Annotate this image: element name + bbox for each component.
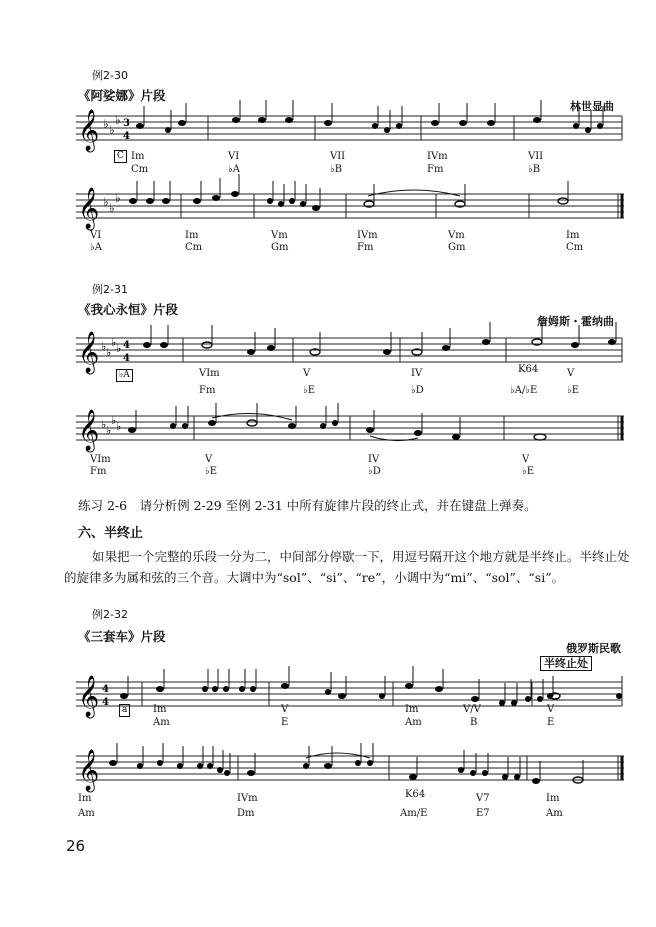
chord-name: ♭A/♭E [510, 385, 538, 396]
roman-numeral: Im [131, 151, 145, 162]
flat-icon: ♭ [101, 340, 107, 353]
roman-numeral: VII [330, 151, 346, 162]
treble-clef-icon: 𝄞 [78, 750, 100, 791]
chord-name: Fm [357, 242, 374, 253]
roman-numeral: V [281, 704, 289, 715]
key-box: ♭A [116, 369, 133, 382]
flat-icon: ♭ [109, 123, 115, 137]
piece-title: 《我心永恒》片段 [78, 302, 179, 317]
flat-icon: ♭ [106, 424, 112, 437]
flat-icon: ♭ [115, 113, 121, 127]
chord-name: Cm [185, 242, 203, 253]
chord-name: ♭E [303, 385, 316, 396]
roman-numeral: VI [90, 230, 102, 241]
roman-numeral: K64 [405, 789, 426, 800]
roman-numeral: Im [78, 793, 92, 804]
example-label: 例2-30 [92, 69, 128, 82]
music-staff [74, 188, 626, 229]
chord-name: ♭D [411, 385, 424, 396]
chord-name: ♭E [522, 466, 535, 477]
flat-icon: ♭ [106, 346, 112, 359]
roman-numeral: V7 [476, 793, 490, 804]
key-box: C [114, 150, 127, 163]
treble-clef-icon: 𝄞 [78, 676, 100, 717]
flat-icon: ♭ [101, 418, 107, 431]
roman-numeral: VII [528, 151, 544, 162]
roman-numeral: Im [185, 230, 199, 241]
piece-title: 《阿娑娜》片段 [78, 88, 166, 103]
roman-numeral: IVm [357, 230, 378, 241]
chord-name: ♭E [567, 385, 580, 396]
composer: 林世显曲 [570, 100, 614, 113]
paragraph-line: 如果把一个完整的乐段一分为二，中间部分停歇一下，用逗号隔开这个地方就是半终止。半终止处 [92, 549, 630, 564]
roman-numeral: VIm [90, 454, 111, 465]
composer: 俄罗斯民歌 [566, 642, 621, 655]
roman-numeral: V [522, 454, 530, 465]
chord-name: Fm [90, 466, 107, 477]
key-box: a [119, 704, 130, 717]
exercise-text: 练习 2-6 请分析例 2-29 至例 2-31 中所有旋律片段的终止式，并在键盘上弹奏。 [78, 498, 537, 513]
chord-name: ♭A [228, 164, 240, 175]
chord-name: E [281, 717, 289, 728]
chord-name: Fm [427, 164, 444, 175]
roman-numeral: VIm [199, 368, 220, 379]
example-label: 例2-31 [92, 283, 128, 296]
composer: 詹姆斯・霍纳曲 [537, 315, 614, 328]
roman-numeral: V [303, 368, 311, 379]
svg-text:3: 3 [123, 118, 130, 129]
roman-numeral: V [547, 704, 555, 715]
flat-icon: ♭ [116, 420, 122, 433]
chord-name: ♭A [90, 242, 102, 253]
chord-name: ♭D [368, 466, 381, 477]
chord-name: Gm [271, 242, 289, 253]
music-staff [74, 750, 626, 791]
chord-name: Am [405, 717, 422, 728]
roman-numeral: Vm [271, 230, 288, 241]
roman-numeral: Im [405, 704, 419, 715]
melody-notes [129, 174, 568, 211]
roman-numeral: IVm [427, 151, 448, 162]
flat-icon: ♭ [115, 191, 121, 205]
svg-text:4: 4 [123, 340, 130, 351]
flat-icon: ♭ [103, 195, 109, 209]
flat-icon: ♭ [116, 342, 122, 355]
page-number: 26 [66, 837, 86, 855]
treble-clef-icon: 𝄞 [78, 410, 100, 451]
music-staff [74, 410, 626, 451]
svg-text:4: 4 [102, 697, 109, 708]
example-label: 例2-32 [92, 608, 128, 621]
chord-name: Dm [237, 808, 255, 819]
roman-numeral: VI [228, 151, 240, 162]
chord-name: Am [546, 808, 563, 819]
chord-name: ♭E [205, 466, 218, 477]
roman-numeral: IVm [237, 793, 258, 804]
chord-name: ♭B [330, 164, 343, 175]
chord-name: B [470, 717, 478, 728]
roman-numeral: Im [153, 704, 167, 715]
roman-numeral: V [205, 454, 213, 465]
roman-numeral: Im [566, 230, 580, 241]
svg-text:4: 4 [123, 353, 130, 364]
svg-text:4: 4 [123, 131, 130, 142]
treble-clef-icon: 𝄞 [78, 332, 100, 373]
piece-title: 《三套车》片段 [78, 629, 166, 644]
chord-name: ♭B [528, 164, 541, 175]
roman-numeral: V [567, 368, 575, 379]
roman-numeral: Vm [448, 230, 465, 241]
treble-clef-icon: 𝄞 [78, 188, 100, 229]
half-cadence-label: 半终止处 [540, 656, 592, 671]
chord-name: E7 [476, 808, 490, 819]
flat-icon: ♭ [111, 414, 117, 427]
chord-name: Am/E [400, 808, 428, 819]
chord-name: E [547, 717, 555, 728]
roman-numeral: Im [546, 793, 560, 804]
treble-clef-icon: 𝄞 [78, 110, 100, 151]
section-heading: 六、半终止 [78, 526, 144, 541]
svg-text:4: 4 [102, 684, 109, 695]
chord-name: Fm [199, 385, 216, 396]
chord-name: Gm [448, 242, 466, 253]
melody-notes [109, 743, 583, 784]
roman-numeral: V/V [463, 704, 481, 715]
chord-name: Am [153, 717, 170, 728]
flat-icon: ♭ [103, 117, 109, 131]
flat-icon: ♭ [111, 336, 117, 349]
flat-icon: ♭ [109, 201, 115, 215]
chord-name: Cm [566, 242, 584, 253]
music-staff [74, 332, 624, 373]
roman-numeral: K64 [518, 364, 539, 375]
paragraph-line: 的旋律多为属和弦的三个音。大调中为“sol”、“si”、“re”，小调中为“mi”、“sol”、“si”。 [64, 570, 565, 585]
roman-numeral: IV [411, 368, 423, 379]
music-staff [74, 110, 624, 151]
chord-name: Am [78, 808, 95, 819]
roman-numeral: IV [368, 454, 380, 465]
chord-name: Cm [131, 164, 149, 175]
